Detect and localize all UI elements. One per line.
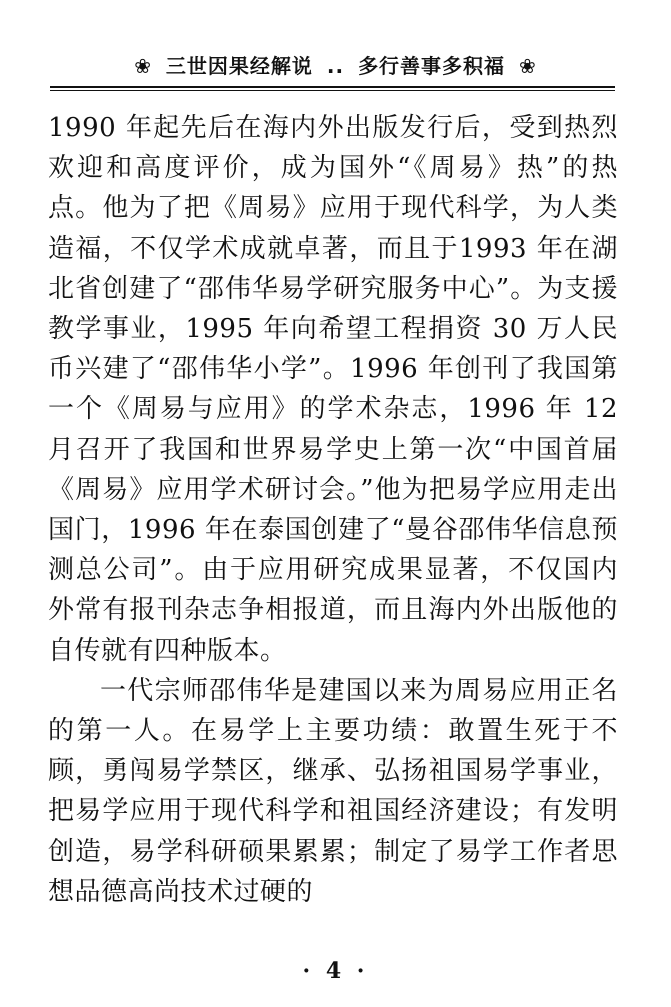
header-rule-thin	[50, 90, 615, 91]
chapter-title: 多行善事多积福	[358, 53, 506, 78]
page-number: · 4 ·	[302, 958, 369, 984]
flower-ornament-icon: ❀	[519, 53, 537, 78]
running-header	[58, 44, 613, 84]
header-rule	[50, 86, 615, 88]
paragraph: 一代宗师邵伟华是建国以来为周易应用正名的第一人。在易学上主要功绩：敢置生死于不顾，勇闯易学禁区，继承、弘扬祖国易学事业，把易学应用于现代科学和祖国经济建设；有发明创造，易学科研硕果累累；制定了易学工作者思想品德高尚技术过硬的	[48, 675, 618, 907]
flower-ornament-icon: ❀	[134, 53, 152, 78]
body-text	[48, 108, 618, 912]
paragraph: 1990 年起先后在海内外出版发行后，受到热烈欢迎和高度评价，成为国外“《周易》热”的热点。他为了把《周易》应用于现代科学，为人类造福，不仅学术成就卓著，而且于1993 年在湖北省创建了“邵伟华易学研究服务中心”。为支援教学事业，1995 年向希望工程捐资 30 万人民币兴建了“邵伟华小学”。1996 年创刊了我国第一个《周易与应用》的学术杂志，1996 年 12 月召开了我国和世界易学史上第一次“中国首届《周易》应用学术研讨会。”他为把易学应用走出国门，1996 年在泰国创建了“曼谷邵伟华信息预测总公司”。由于应用研究成果显著，不仅国内外常有报刊杂志争相报道，而且海内外出版他的自传就有四种版本。	[48, 113, 618, 666]
book-title: 三世因果经解说	[165, 53, 313, 78]
header-separator: ..	[326, 53, 345, 78]
